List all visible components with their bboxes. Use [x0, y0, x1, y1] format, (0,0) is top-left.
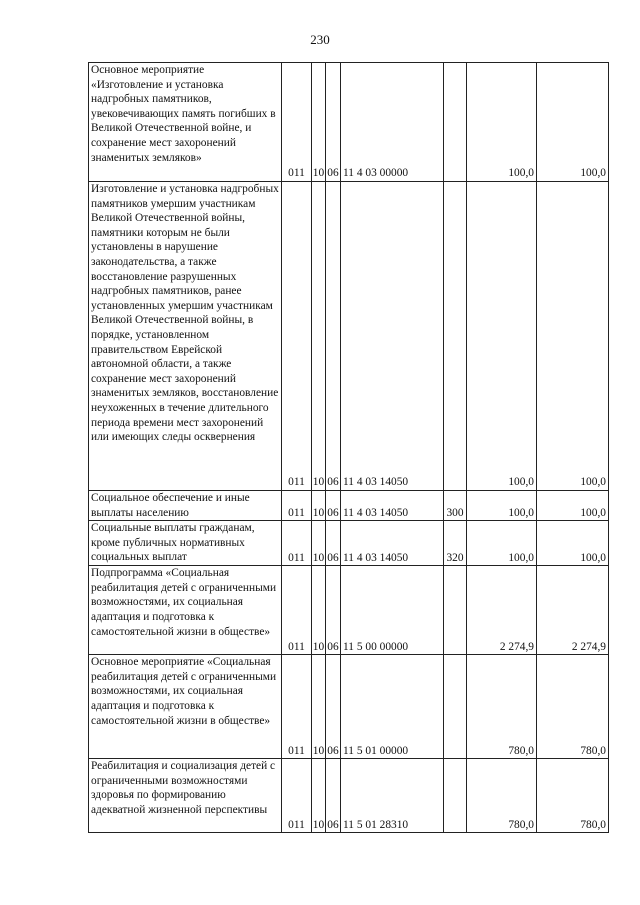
target-article: [341, 521, 444, 566]
program-code: 11: [343, 551, 354, 564]
amount-year-1: 100,0: [467, 521, 537, 566]
section-code: 10: [312, 655, 326, 759]
event-code: 03: [365, 551, 377, 564]
expense-type: 320: [444, 521, 467, 566]
ministry-code: 011: [282, 521, 312, 566]
ministry-code: 011: [282, 655, 312, 759]
ministry-code: 011: [282, 566, 312, 655]
subsection-code: 06: [326, 566, 341, 655]
subsection-code: 06: [326, 182, 341, 491]
subsection-code: 06: [326, 521, 341, 566]
amount-year-1: 2 274,9: [467, 566, 537, 655]
section-code: 10: [312, 521, 326, 566]
amount-year-2: 100,0: [537, 63, 609, 182]
amount-year-2: 780,0: [537, 759, 609, 833]
row-name: Подпрограмма «Социальная реабилитация детей с ограниченными возможностями, их социальная адаптация и подготовка к самостоятельной жизни в обществе»: [89, 566, 282, 655]
expense-type: [444, 63, 467, 182]
expense-type: [444, 759, 467, 833]
direction-code: 14050: [379, 506, 409, 519]
direction-code: 14050: [379, 476, 409, 489]
expense-type: [444, 655, 467, 759]
target-article: [341, 182, 444, 491]
amount-year-2: 2 274,9: [537, 566, 609, 655]
direction-code: 00000: [379, 744, 409, 757]
row-name: Социальное обеспечение и иные выплаты населению: [89, 491, 282, 521]
amount-year-1: 780,0: [467, 759, 537, 833]
subprogram-code: 5: [356, 744, 363, 757]
subsection-code: 06: [326, 63, 341, 182]
subprogram-code: 4: [356, 476, 363, 489]
expense-type: [444, 182, 467, 491]
event-code: 01: [365, 818, 377, 831]
program-code: 11: [343, 506, 354, 519]
event-code: 03: [365, 167, 377, 180]
subprogram-code: 5: [356, 640, 363, 653]
program-code: 11: [343, 744, 354, 757]
row-name: Основное мероприятие «Изготовление и установка надгробных памятников, увековечивающих память погибших в Великой Отечественной войне, и сохранение мест захоронений знаменитых земляков»: [89, 63, 282, 182]
expense-type: [444, 566, 467, 655]
target-article: [341, 491, 444, 521]
table-row: [89, 655, 609, 759]
table-row: [89, 182, 609, 491]
amount-year-1: 100,0: [467, 491, 537, 521]
event-code: 03: [365, 476, 377, 489]
ministry-code: 011: [282, 759, 312, 833]
table-row: [89, 566, 609, 655]
section-code: 10: [312, 182, 326, 491]
event-code: 03: [365, 506, 377, 519]
table-row: [89, 491, 609, 521]
amount-year-2: 780,0: [537, 655, 609, 759]
ministry-code: 011: [282, 182, 312, 491]
subprogram-code: 4: [356, 506, 363, 519]
table-row: [89, 521, 609, 566]
table-row: [89, 759, 609, 833]
subprogram-code: 4: [356, 167, 363, 180]
program-code: 11: [343, 476, 354, 489]
direction-code: 00000: [379, 167, 409, 180]
target-article: [341, 63, 444, 182]
direction-code: 28310: [379, 818, 409, 831]
event-code: 01: [365, 744, 377, 757]
row-name: Изготовление и установка надгробных памятников умершим участникам Великой Отечественной войны, памятники которым не были установлены в нарушение законодательства, а также восстановление разрушенных надгробных памятников, ранее установленных умершим участникам Великой Отечественной войны, в порядке, установленном правительством Еврейской автономной области, а также сохранение мест захоронений знаменитых земляков, восстановление неухоженных в течение длительного периода времени мест захоронений или имеющих следы осквернения: [89, 182, 282, 491]
target-article: [341, 566, 444, 655]
ministry-code: 011: [282, 491, 312, 521]
row-name: Реабилитация и социализация детей с ограниченными возможностями здоровья по формированию адекватной жизненной перспективы: [89, 759, 282, 833]
ministry-code: 011: [282, 63, 312, 182]
subprogram-code: 5: [356, 818, 363, 831]
section-code: 10: [312, 63, 326, 182]
section-code: 10: [312, 566, 326, 655]
amount-year-2: 100,0: [537, 491, 609, 521]
amount-year-1: 100,0: [467, 63, 537, 182]
amount-year-1: 100,0: [467, 182, 537, 491]
event-code: 00: [365, 640, 377, 653]
expense-type: 300: [444, 491, 467, 521]
subsection-code: 06: [326, 491, 341, 521]
program-code: 11: [343, 640, 354, 653]
subsection-code: 06: [326, 759, 341, 833]
subprogram-code: 4: [356, 551, 363, 564]
program-code: 11: [343, 818, 354, 831]
page-number: 230: [310, 32, 330, 47]
program-code: 11: [343, 167, 354, 180]
row-name: Основное мероприятие «Социальная реабилитация детей с ограниченными возможностями, их социальная адаптация и подготовка к самостоятельной жизни в обществе»: [89, 655, 282, 759]
target-article: [341, 759, 444, 833]
table-row: [89, 63, 609, 182]
direction-code: 14050: [379, 551, 409, 564]
amount-year-2: 100,0: [537, 521, 609, 566]
budget-table: [88, 62, 609, 833]
direction-code: 00000: [379, 640, 409, 653]
target-article: [341, 655, 444, 759]
row-name: Социальные выплаты гражданам, кроме публичных нормативных социальных выплат: [89, 521, 282, 566]
section-code: 10: [312, 491, 326, 521]
subsection-code: 06: [326, 655, 341, 759]
amount-year-2: 100,0: [537, 182, 609, 491]
amount-year-1: 780,0: [467, 655, 537, 759]
section-code: 10: [312, 759, 326, 833]
